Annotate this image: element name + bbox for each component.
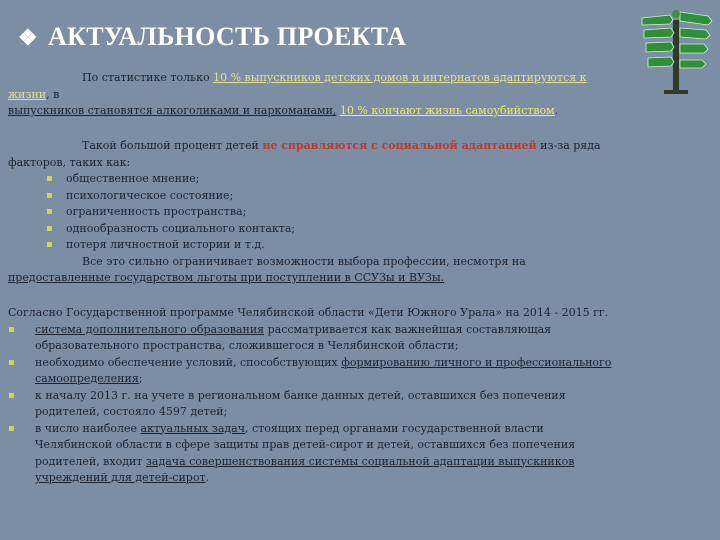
text-run: в число наиболее [35,421,141,435]
list-item: ▪ однообразность социального контакта; [46,221,614,238]
signpost-icon [636,6,716,96]
title-text: АКТУАЛЬНОСТЬ ПРОЕКТА [48,22,407,51]
diamond-bullet-icon: ❖ [18,25,39,50]
text-run: . [554,104,559,117]
highlight-extra-education: система дополнительного образования [35,322,265,336]
text-run: факторов, таких как: [8,155,131,169]
paragraph-statistics [8,70,614,120]
list-item [8,355,614,388]
program-intro: Согласно Государственной программе Челябинской области «Дети Южного Урала» на 2014 - 2015 гг. [8,306,609,319]
text-run: , в [46,87,60,101]
text-run: , стоящих перед органами государственной власти Челябинской области в сфере защиты прав детей-сирот и детей, оставшихся без попечения родителей, входит [35,421,576,468]
highlight-addiction: выпускников становятся алкоголиками и наркоманами, [8,104,337,117]
list-item: ▪ общественное мнение; [46,171,614,188]
program-list [8,322,614,487]
highlight-self-determination: формированию личного и профессионального самоопределения [35,355,612,385]
text-run: . [205,471,210,484]
list-item [8,322,614,355]
list-item: ▪ ограниченность пространства; [46,204,614,221]
highlight-not-adapt: не справляются с социальной адаптацией [262,139,537,152]
list-item: ▪ к началу 2013 г. на учете в региональном банке данных детей, оставшихся без попечения родителей, состояло 4597 детей; [8,388,614,421]
highlight-adapt: 10 % выпускников детских домов и интернатов адаптируются к жизни [8,71,587,101]
text-run: По статистике только [82,71,214,84]
page-title [18,22,406,52]
list-item [8,421,614,487]
list-item: ▪ психологическое состояние; [46,188,614,205]
highlight-adaptation-task: задача совершенствования системы социальной адаптации выпускников учреждений для детей-сирот [35,454,575,484]
highlight-tasks: актуальных задач [140,421,246,435]
paragraph-factors [8,138,614,287]
text-run: Все это сильно ограничивает возможности выбора профессии, несмотря на [82,254,526,268]
text-run: Такой большой процент детей [82,139,263,152]
highlight-benefits: предоставленные государством льготы при поступлении в ССУЗы и ВУЗы. [8,271,445,284]
text-run: из-за ряда [536,139,601,152]
highlight-suicide: 10 % кончают жизнь самоубийством [339,104,555,117]
text-run: необходимо обеспечение условий, способствующих [35,355,342,369]
paragraph-program [8,305,614,487]
text-run: рассматривается как важнейшая составляющая образовательного пространства, сложившегося в Челябинской области; [35,322,552,352]
list-item: ▪ потеря личностной истории и т.д. [46,237,614,254]
factors-list [8,171,614,254]
text-run: ; [138,372,143,385]
